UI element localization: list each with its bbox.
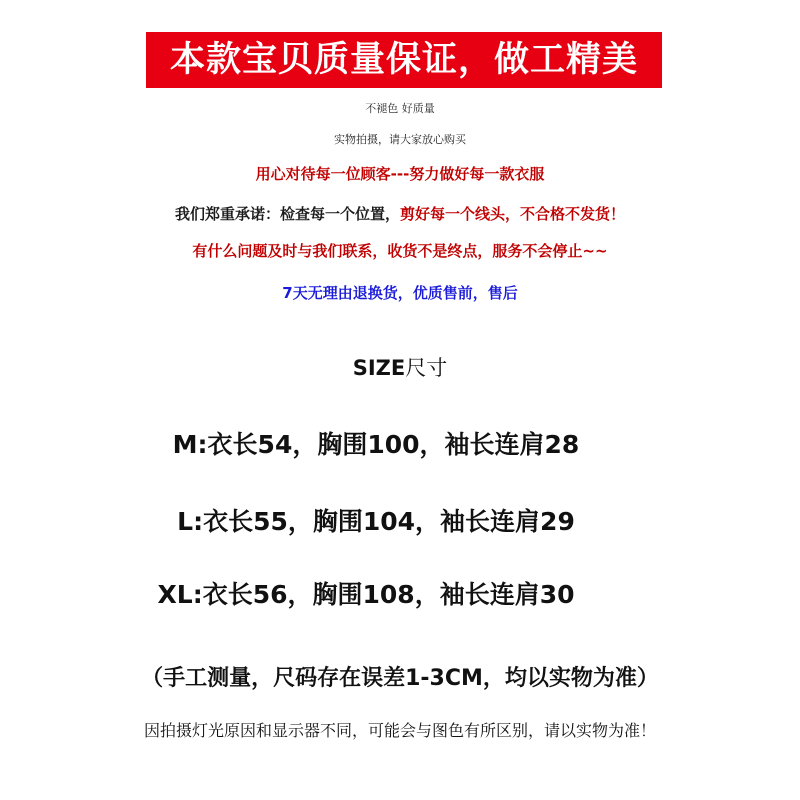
return-policy-line: 7天无理由退换货，优质售前，售后 [282,284,518,302]
quality-banner: 本款宝贝质量保证，做工精美 [146,32,662,88]
inspection-promise-line [0,203,800,224]
contact-promise-line: 有什么问题及时与我们联系，收货不是终点，服务不会停止~~ [192,242,608,260]
no-fade-text: 不褪色 好质量 [365,102,435,115]
inspection-promise-suffix: 剪好每一个线头，不合格不发货！ [400,205,626,223]
size-title-en: SIZE [352,356,406,380]
real-photo-text: 实物拍摄，请大家放心购买 [334,133,466,146]
size-section-title [0,352,800,382]
size-title-cn: 尺寸 [405,356,448,380]
service-promise-line: 用心对待每一位顾客---努力做好每一款衣服 [255,165,545,183]
size-row-l: L:衣长55，胸围104，袖长连肩29 [177,507,575,536]
measurement-note: （手工测量，尺码存在误差1-3CM，均以实物为准） [141,666,659,691]
size-row-m: M:衣长54，胸围100，袖长连肩28 [172,430,580,459]
color-disclaimer: 因拍摄灯光原因和显示器不同，可能会与图色有所区别，请以实物为准！ [143,721,656,740]
inspection-promise-prefix: 我们郑重承诺：检查每一个位置， [174,205,400,223]
size-row-xl: XL:衣长56，胸围108，袖长连肩30 [157,580,575,609]
